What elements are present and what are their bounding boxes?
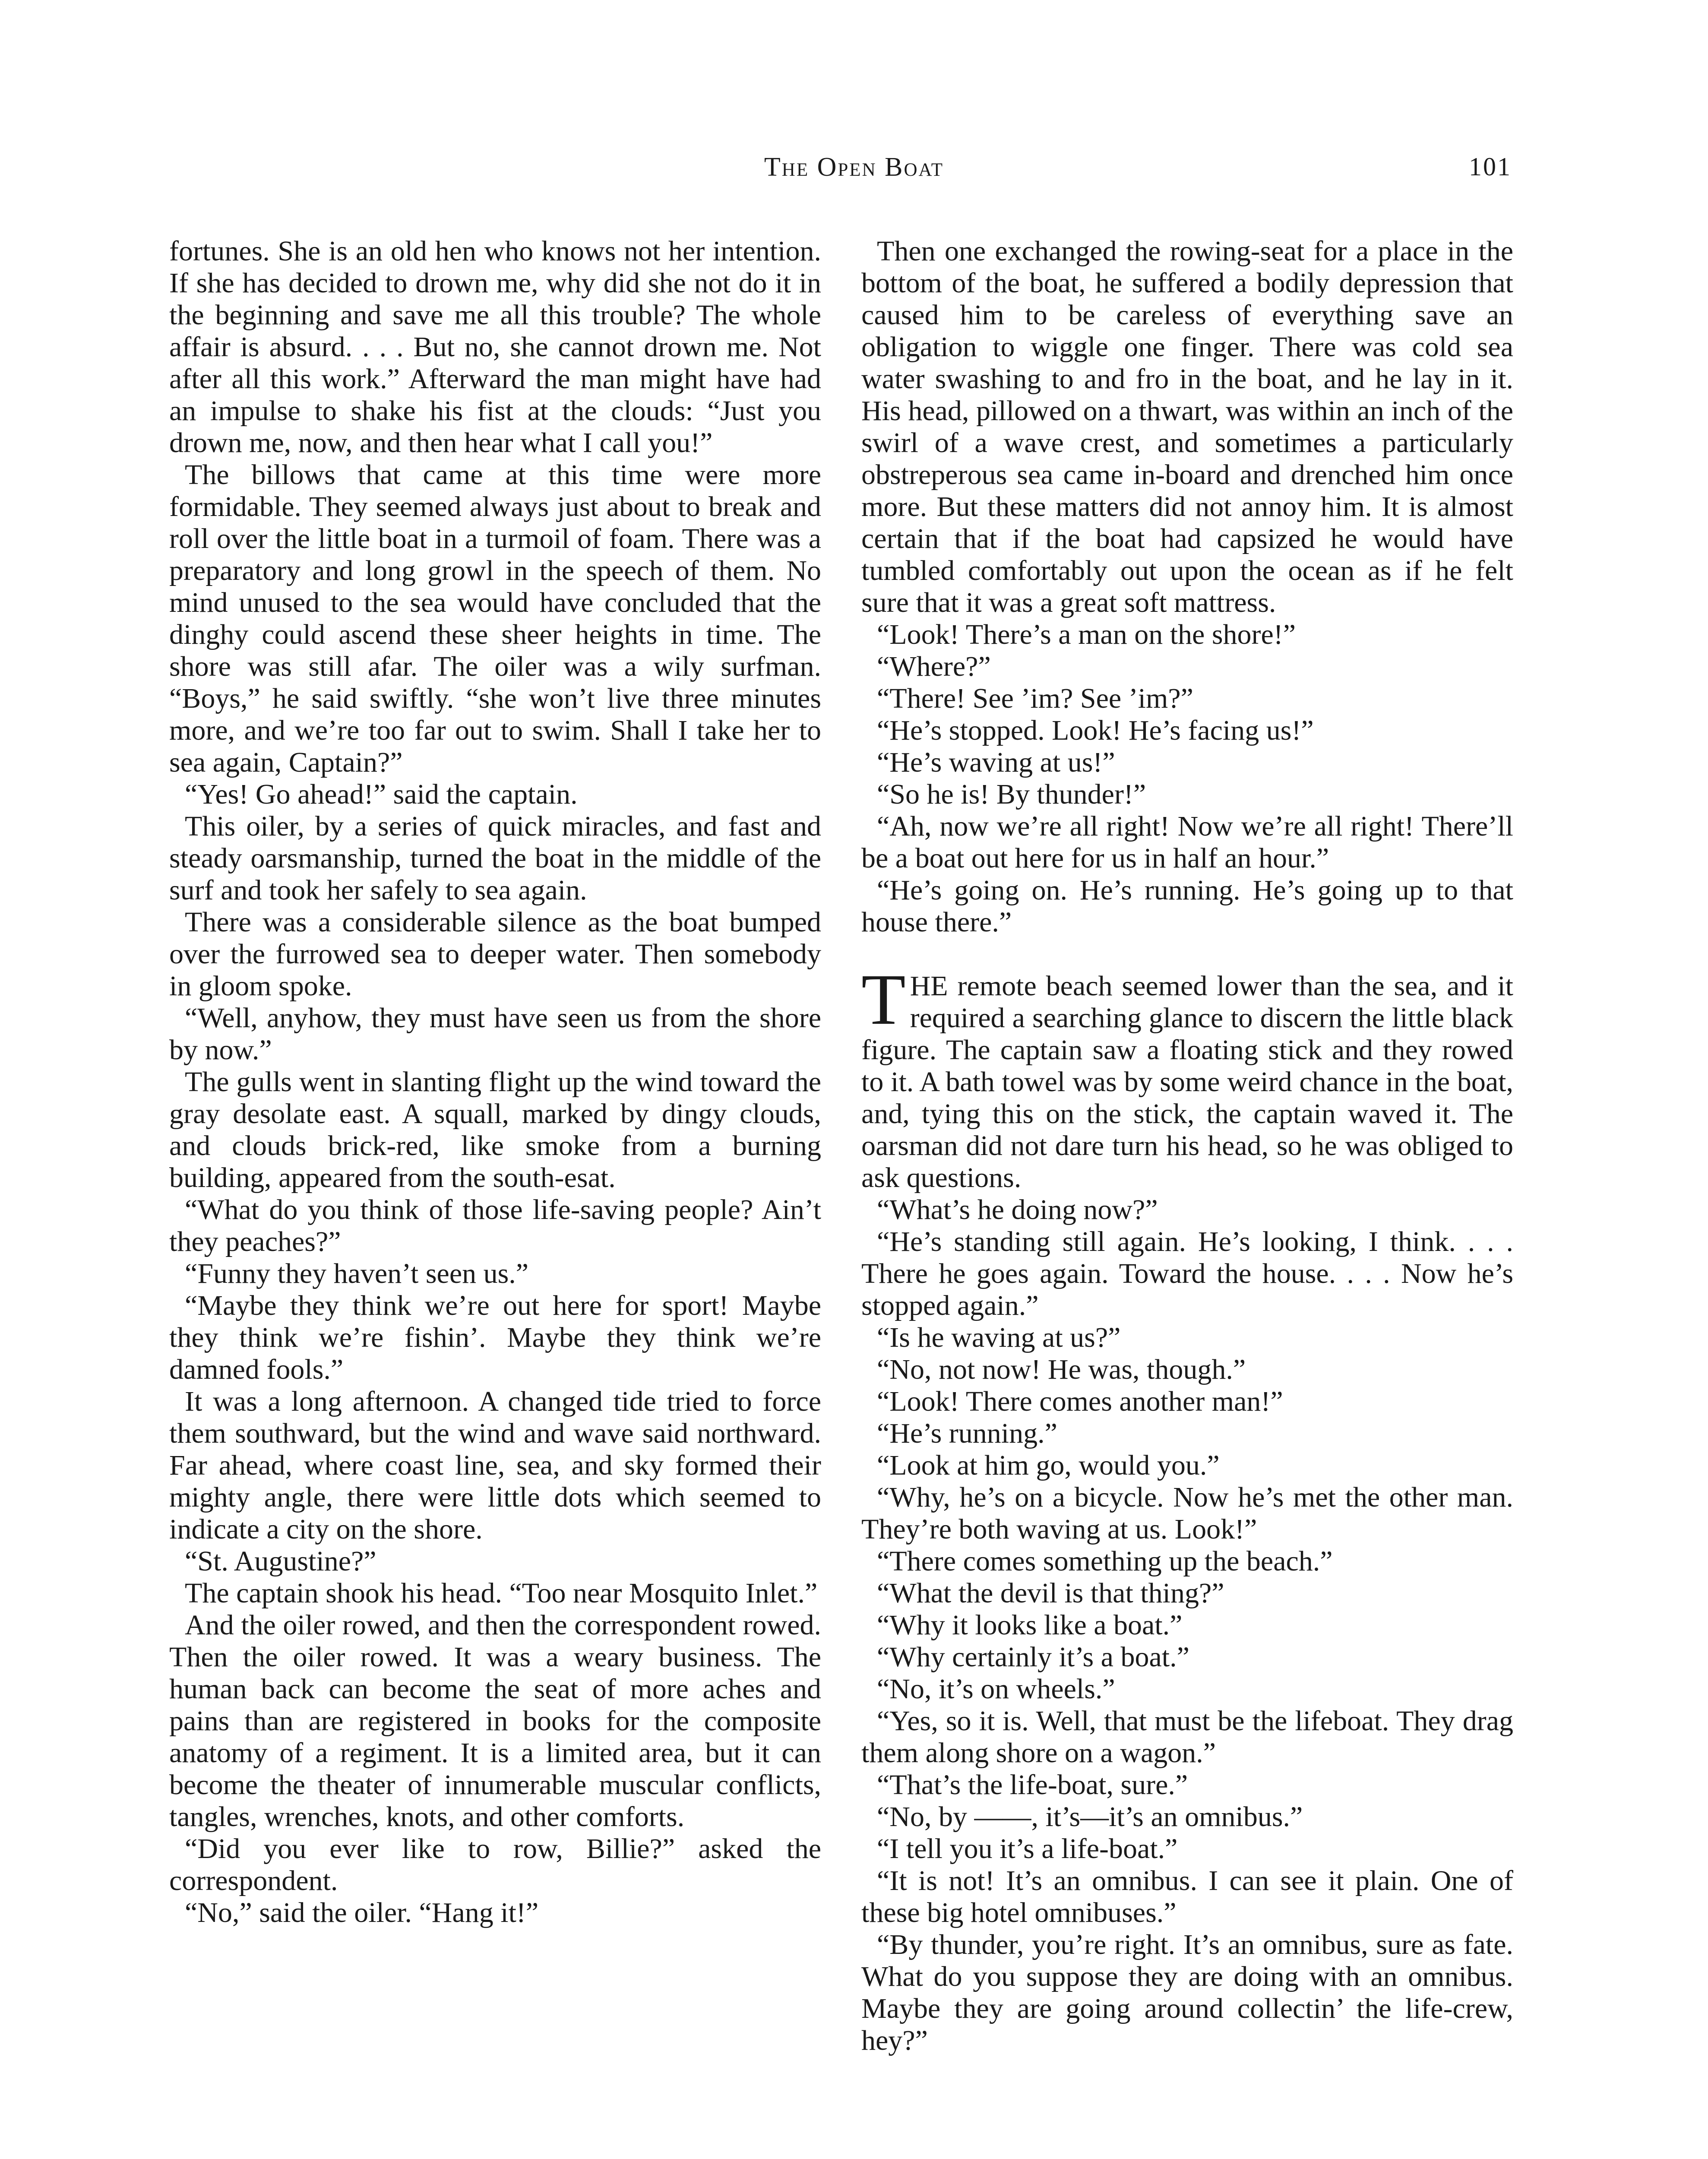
paragraph: “Look! There comes another man!” bbox=[877, 1386, 1283, 1417]
section-opening-paragraph bbox=[861, 959, 1513, 1194]
paragraph: “Ah, now we’re all right! Now we’re all right! There’ll be a boat out here for us in half an hour.” bbox=[861, 810, 1513, 874]
paragraph: The captain shook his head. “Too near Mosquito Inlet.” bbox=[185, 1577, 818, 1609]
paragraph: And the oiler rowed, and then the correspondent rowed. Then the oiler rowed. It was a weary business. The human back can become the seat of more aches and pains than are registered in books for the composite anatomy of a regiment. It is a limited area, but it can become the theater of innumerable muscular conflicts, tangles, wrenches, knots, and other comforts. bbox=[169, 1609, 821, 1833]
paragraph: “It is not! It’s an omnibus. I can see it plain. One of these big hotel omnibuses.” bbox=[861, 1865, 1513, 1928]
section-opening-text: HE remote beach seemed lower than the sea, and it required a searching glance to discern the little black figure. The captain saw a floating stick and they rowed to it. A bath towel was by some weird chance in the boat, and, tying this on the stick, the captain waved it. The oarsman did not dare turn his head, so he was obliged to ask questions. bbox=[861, 970, 1513, 1193]
paragraph: “That’s the life-boat, sure.” bbox=[877, 1769, 1188, 1801]
paragraph: “There! See ’im? See ’im?” bbox=[877, 683, 1193, 714]
paragraph: “So he is! By thunder!” bbox=[877, 779, 1146, 810]
paragraph: “He’s waving at us!” bbox=[877, 747, 1115, 778]
paragraph: “He’s standing still again. He’s looking, I think. . . . There he goes again. Toward the house. . . . Now he’s stopped again.” bbox=[861, 1226, 1513, 1321]
section-break bbox=[861, 938, 1513, 970]
paragraph: “Look at him go, would you.” bbox=[877, 1450, 1220, 1481]
page-number: 101 bbox=[1469, 152, 1512, 181]
paragraph: “What’s he doing now?” bbox=[877, 1194, 1158, 1225]
paragraph: “I tell you it’s a life-boat.” bbox=[877, 1833, 1178, 1865]
paragraph: “There comes something up the beach.” bbox=[877, 1545, 1333, 1577]
paragraph: “Why, he’s on a bicycle. Now he’s met the other man. They’re both waving at us. Look!” bbox=[861, 1482, 1513, 1545]
paragraph: “No, not now! He was, though.” bbox=[877, 1354, 1246, 1385]
paragraph: “He’s running.” bbox=[877, 1418, 1057, 1449]
paragraph: “What the devil is that thing?” bbox=[877, 1577, 1224, 1609]
paragraph: There was a considerable silence as the boat bumped over the furrowed sea to deeper water. Then somebody in gloom spoke. bbox=[169, 906, 821, 1002]
paragraph: “Why certainly it’s a boat.” bbox=[877, 1641, 1189, 1673]
right-column bbox=[861, 235, 1513, 2057]
paragraph: “Well, anyhow, they must have seen us from the shore by now.” bbox=[169, 1002, 821, 1066]
paragraph: fortunes. She is an old hen who knows not her intention. If she has decided to drown me, why did she not do it in the beginning and save me all this trouble? The whole affair is absurd. . . . But no, she cannot drown me. Not after all this work.” Afterward the man might have had an impulse to shake his fist at the clouds: “Just you drown me, now, and then hear what I call you!” bbox=[169, 235, 821, 459]
running-head bbox=[0, 152, 1708, 195]
paragraph: This oiler, by a series of quick miracles, and fast and steady oarsmanship, turned the boat in the middle of the surf and took her safely to sea again. bbox=[169, 810, 821, 906]
paragraph: “No, by ——, it’s—it’s an omnibus.” bbox=[877, 1801, 1303, 1833]
paragraph: “He’s stopped. Look! He’s facing us!” bbox=[877, 715, 1314, 746]
paragraph: Then one exchanged the rowing-seat for a place in the bottom of the boat, he suffered a bodily depression that caused him to be careless of everything save an obligation to wiggle one finger. There was cold sea water swashing to and fro in the boat, and he lay in it. His head, pillowed on a thwart, was within an inch of the swirl of a wave crest, and sometimes a particularly obstreperous sea came in-board and drenched him once more. But these matters did not annoy him. It is almost certain that if the boat had capsized he would have tumbled comfortably out upon the ocean as if he felt sure that it was a great soft mattress. bbox=[861, 235, 1513, 618]
paragraph: “Why it looks like a boat.” bbox=[877, 1609, 1183, 1641]
paragraph: “Did you ever like to row, Billie?” asked the correspondent. bbox=[169, 1833, 821, 1896]
paragraph: “Look! There’s a man on the shore!” bbox=[877, 619, 1296, 650]
paragraph: “Is he waving at us?” bbox=[877, 1322, 1121, 1353]
paragraph: “No, it’s on wheels.” bbox=[877, 1673, 1115, 1705]
page-title: The Open Boat bbox=[764, 152, 944, 182]
paragraph: “Where?” bbox=[877, 651, 991, 682]
paragraph: It was a long afternoon. A changed tide tried to force them southward, but the wind and wave said northward. Far ahead, where coast line, sea, and sky formed their mighty angle, there were little dots which seemed to indicate a city on the shore. bbox=[169, 1386, 821, 1545]
paragraph: “No,” said the oiler. “Hang it!” bbox=[185, 1897, 539, 1928]
drop-cap: T bbox=[861, 959, 906, 1040]
paragraph: “By thunder, you’re right. It’s an omnibus, sure as fate. What do you suppose they are doing with an omnibus. Maybe they are going around collectin’ the life-crew, hey?” bbox=[861, 1929, 1513, 2056]
paragraph: “Maybe they think we’re out here for sport! Maybe they think we’re fishin’. Maybe they think we’re damned fools.” bbox=[169, 1290, 821, 1385]
paragraph: “He’s going on. He’s running. He’s going up to that house there.” bbox=[861, 874, 1513, 938]
paragraph: “Funny they haven’t seen us.” bbox=[185, 1258, 529, 1289]
paragraph: “What do you think of those life-saving people? Ain’t they peaches?” bbox=[169, 1194, 821, 1257]
paragraph: “Yes, so it is. Well, that must be the lifeboat. They drag them along shore on a wagon.” bbox=[861, 1705, 1513, 1769]
paragraph: The billows that came at this time were more formidable. They seemed always just about to break and roll over the little boat in a turmoil of foam. There was a preparatory and long growl in the speech of them. No mind unused to the sea would have concluded that the dinghy could ascend these sheer heights in time. The shore was still afar. The oiler was a wily surfman. “Boys,” he said swiftly. “she won’t live three minutes more, and we’re too far out to swim. Shall I take her to sea again, Captain?” bbox=[169, 459, 821, 778]
paragraph: “St. Augustine?” bbox=[185, 1545, 376, 1577]
paragraph: The gulls went in slanting flight up the wind toward the gray desolate east. A squall, marked by dingy clouds, and clouds brick-red, like smoke from a burning building, appeared from the south-esat. bbox=[169, 1066, 821, 1193]
left-column bbox=[169, 235, 821, 1929]
paragraph: “Yes! Go ahead!” said the captain. bbox=[185, 779, 578, 810]
